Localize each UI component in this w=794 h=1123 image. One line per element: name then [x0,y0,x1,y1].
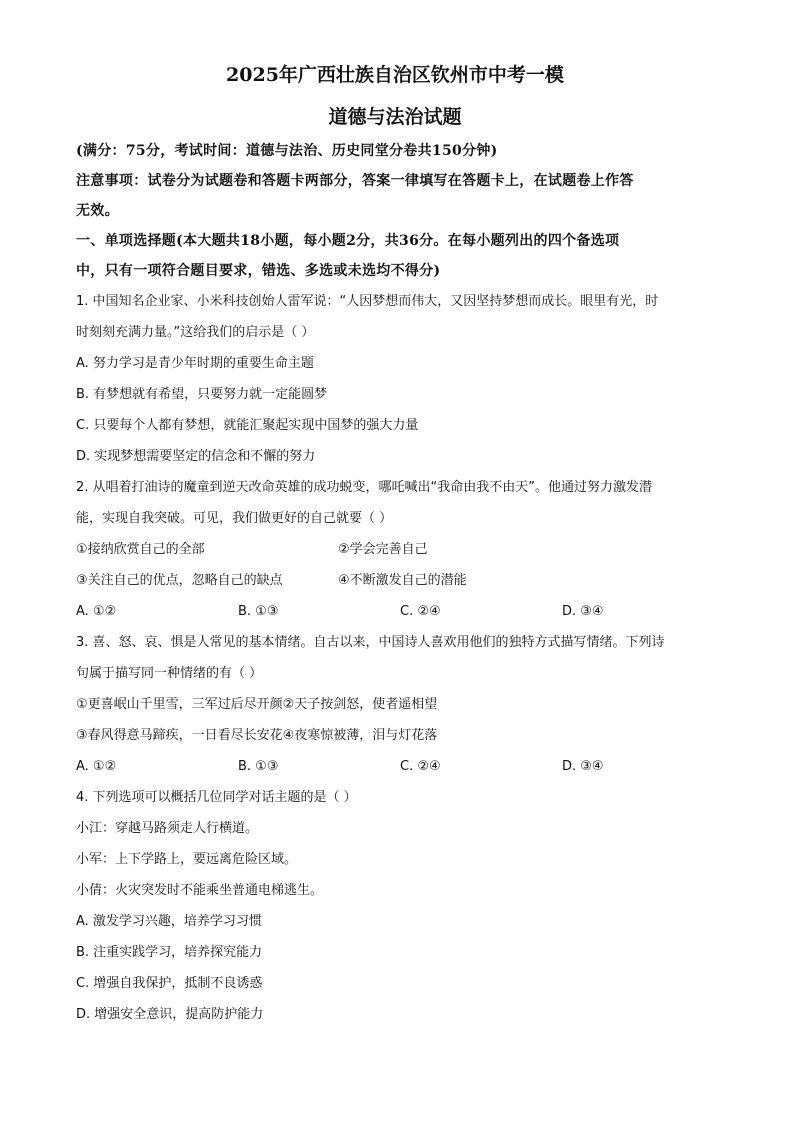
option-c: C. 增强自我保护，抵制不良诱惑 [76,976,263,991]
option-c: C. 只要每个人都有梦想，就能汇聚起实现中国梦的强大力量 [76,418,419,433]
question-2 [76,472,714,627]
option-b: B. ①③ [238,604,279,619]
option-b: B. 有梦想就有希望，只要努力就一定能圆梦 [76,387,328,402]
statement-1: ①接纳欣赏自己的全部 [76,542,205,557]
statement-line: ③春风得意马蹄疾，一日看尽长安花④夜寒惊被薄，泪与灯花落 [76,728,438,743]
options-row [76,596,714,627]
notice-line-2: 无效。 [76,203,119,219]
question-stem-line: 2. 从唱着打油诗的魔童到逆天改命英雄的成功蜕变，哪吒喊出“我命由我不由天”。他通过努力激发潜 [76,480,653,495]
option-d: D. 实现梦想需要坚定的信念和不懈的努力 [76,449,316,464]
statement-4: ④不断激发自己的潜能 [338,573,467,588]
question-4 [76,782,714,1030]
section-heading-line-2: 中，只有一项符合题目要求，错选、多选或未选均不得分) [76,263,441,279]
option-a: A. ①② [76,759,117,774]
option-c: C. ②④ [400,604,441,619]
option-a: A. 激发学习兴趣，培养学习习惯 [76,914,262,929]
options-row [76,751,714,782]
question-1 [76,286,714,472]
exam-subtitle: 道德与法治试题 [328,106,462,128]
statement-line: ①更喜岷山千里雪，三军过后尽开颜②天子按剑怒，使者遥相望 [76,697,438,712]
question-stem-line: 时刻刻充满力量。”这给我们的启示是（ ） [76,325,315,340]
statement-row [76,565,714,596]
option-c: C. ②④ [400,759,441,774]
option-d: D. ③④ [562,604,604,619]
option-b: B. ①③ [238,759,279,774]
question-3 [76,627,714,782]
question-stem-line: 3. 喜、怒、哀、惧是人常见的基本情绪。自古以来，中国诗人喜欢用他们的独特方式描写情绪。下列诗 [76,635,665,650]
notice-line-1: 注意事项：试卷分为试题卷和答题卡两部分，答案一律填写在答题卡上，在试题卷上作答 [76,173,634,189]
question-stem-line: 4. 下列选项可以概括几位同学对话主题的是（ ） [76,790,357,805]
dialogue-line: 小军：上下学路上，要远离危险区域。 [76,852,298,867]
question-stem-line: 句属于描写同一种情绪的有（ ） [76,666,263,681]
statement-3: ③关注自己的优点，忽略自己的缺点 [76,573,283,588]
statement-2: ②学会完善自己 [338,542,428,557]
dialogue-line: 小倩：火灾突发时不能乘坐普通电梯逃生。 [76,883,324,898]
option-b: B. 注重实践学习，培养探究能力 [76,945,263,960]
option-a: A. 努力学习是青少年时期的重要生命主题 [76,356,314,371]
option-d: D. ③④ [562,759,604,774]
question-stem-line: 1. 中国知名企业家、小米科技创始人雷军说：“人因梦想而伟大，又因坚持梦想而成长。眼里有光，时 [76,294,659,309]
exam-info: (满分：75分，考试时间：道德与法治、历史同堂分卷共150分钟) [76,143,498,159]
option-d: D. 增强安全意识，提高防护能力 [76,1007,264,1022]
section-heading-line-1: 一、单项选择题(本大题共18小题，每小题2分，共36分。在每小题列出的四个备选项 [76,233,620,249]
dialogue-line: 小江：穿越马路须走人行横道。 [76,821,259,836]
question-stem-line: 能，实现自我突破。可见，我们做更好的自己就要（ ） [76,511,393,526]
statement-row [76,534,714,565]
option-a: A. ①② [76,604,117,619]
exam-title: 2025年广西壮族自治区钦州市中考一模 [226,64,564,86]
